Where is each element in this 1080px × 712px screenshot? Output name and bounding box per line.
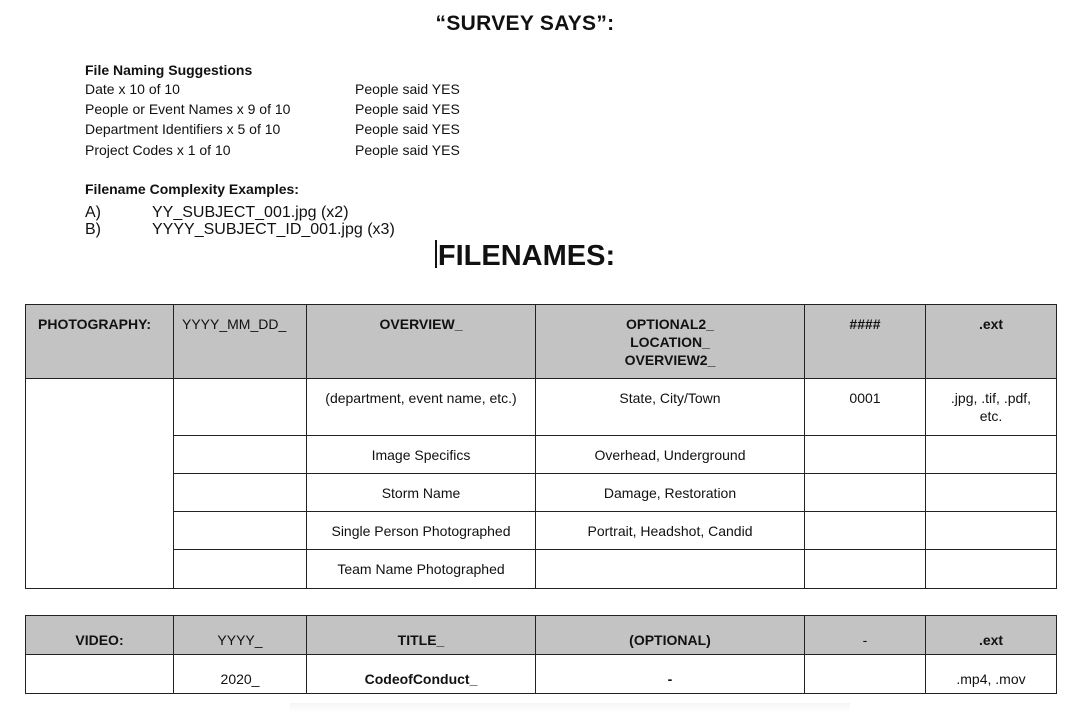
photography-header-row [26, 305, 1057, 379]
text-cursor [435, 240, 437, 268]
suggestion-label: Department Identifiers x 5 of 10 [85, 121, 281, 137]
table-row [26, 436, 1057, 474]
example-filename: YY_SUBJECT_001.jpg (x2) [152, 204, 349, 221]
table-cell: Image Specifics [307, 436, 536, 474]
example-marker: A) [85, 204, 101, 221]
suggestion-result: People said YES [355, 142, 460, 158]
table-row [26, 512, 1057, 550]
video-header-row [26, 616, 1057, 655]
suggestion-label: Project Codes x 1 of 10 [85, 142, 231, 158]
page-edge-shadow [290, 703, 850, 712]
table-row [26, 379, 1057, 436]
table-cell [926, 550, 1057, 589]
photography-table [25, 304, 1057, 589]
table-cell: Portrait, Headshot, Candid [536, 512, 805, 550]
table-cell [805, 474, 926, 512]
table-cell: Single Person Photographed [307, 512, 536, 550]
example-filename: YYYY_SUBJECT_ID_001.jpg (x3) [152, 221, 395, 238]
header-cell: .ext [926, 616, 1057, 655]
table-cell: CodeofConduct_ [307, 655, 536, 694]
table-cell: 2020_ [174, 655, 307, 694]
header-cell: TITLE_ [307, 616, 536, 655]
table-cell: Team Name Photographed [307, 550, 536, 589]
suggestion-result: People said YES [355, 121, 460, 137]
naming-suggestions-heading: File Naming Suggestions [85, 62, 253, 78]
table-cell [26, 379, 174, 589]
table-cell: (department, event name, etc.) [307, 379, 536, 436]
suggestion-result: People said YES [355, 101, 460, 117]
header-cell: YYYY_MM_DD_ [174, 305, 307, 379]
complexity-examples-heading: Filename Complexity Examples: [85, 181, 299, 197]
header-cell: - [805, 616, 926, 655]
survey-title: “SURVEY SAYS”: [435, 12, 615, 35]
suggestion-result: People said YES [355, 81, 460, 97]
suggestion-label: People or Event Names x 9 of 10 [85, 101, 291, 117]
table-cell [926, 436, 1057, 474]
table-cell [805, 436, 926, 474]
table-cell [536, 550, 805, 589]
table-cell: Overhead, Underground [536, 436, 805, 474]
table-cell [174, 512, 307, 550]
example-marker: B) [85, 221, 101, 238]
table-cell: 0001 [805, 379, 926, 436]
table-row [26, 655, 1057, 694]
table-cell [805, 512, 926, 550]
table-cell [174, 550, 307, 589]
table-cell [174, 379, 307, 436]
table-cell: Storm Name [307, 474, 536, 512]
table-row [26, 474, 1057, 512]
table-cell [805, 550, 926, 589]
header-cell: OPTIONAL2_ LOCATION_ OVERVIEW2_ [536, 305, 805, 379]
header-cell: .ext [926, 305, 1057, 379]
table-cell [174, 436, 307, 474]
header-cell: (OPTIONAL) [536, 616, 805, 655]
table-row [26, 550, 1057, 589]
table-cell: - [536, 655, 805, 694]
table-cell [26, 655, 174, 694]
header-cell: #### [805, 305, 926, 379]
table-cell: Damage, Restoration [536, 474, 805, 512]
table-cell: State, City/Town [536, 379, 805, 436]
header-cell: PHOTOGRAPHY: [26, 305, 174, 379]
table-cell [805, 655, 926, 694]
table-cell [174, 474, 307, 512]
filenames-title [0, 240, 1050, 273]
filenames-title-text: FILENAMES: [437, 240, 616, 272]
video-table [25, 615, 1057, 694]
suggestion-label: Date x 10 of 10 [85, 81, 180, 97]
table-cell: .mp4, .mov [926, 655, 1057, 694]
header-cell: YYYY_ [174, 616, 307, 655]
table-cell [926, 512, 1057, 550]
header-cell: OVERVIEW_ [307, 305, 536, 379]
table-cell: .jpg, .tif, .pdf, etc. [926, 379, 1057, 436]
table-cell [926, 474, 1057, 512]
header-cell: VIDEO: [26, 616, 174, 655]
